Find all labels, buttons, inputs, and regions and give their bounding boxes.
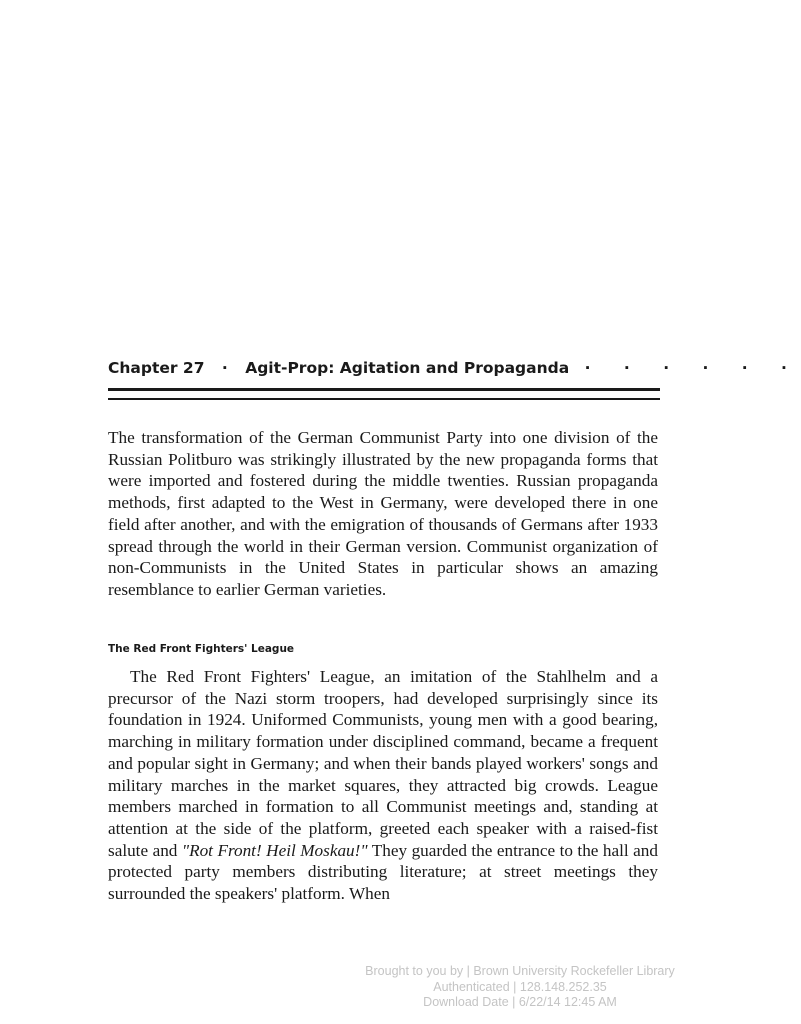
section-body-paragraph bbox=[108, 666, 658, 905]
body-text-part1: The Red Front Fighters' League, an imitation of the Stahlhelm and a precursor of the Nazi storm troopers, had developed surprisingly since its foundation in 1924. Uniformed Communists, young men with a good bearing, marching in military formation under disciplined command, became a frequent and popular sight in Germany; and when their bands played workers' songs and military marches in the market squares, they attracted big crowds. League members marched in formation to all Communist meetings and, standing at attention at the side of the platform, greeted each speaker with a raised-fist salute and bbox=[108, 667, 658, 860]
watermark-line-2: Authenticated | 128.148.252.35 bbox=[433, 979, 607, 994]
chapter-header bbox=[108, 356, 801, 380]
download-watermark bbox=[330, 964, 710, 1011]
body-text-part2: They guarded the entrance to the hall and protected party members distributing literature; at street meetings they surrounded the speakers' platform. When bbox=[108, 840, 658, 904]
chapter-separator: · bbox=[221, 359, 228, 377]
chapter-label: Chapter 27 bbox=[108, 359, 205, 377]
intro-paragraph: The transformation of the German Communist Party into one division of the Russian Politburo was strikingly illustrated by the new propaganda forms that were imported and fostered during the middle twenties. Russian propaganda methods, first adapted to the West in Germany, were developed there in one field after another, and with the emigration of thousands of Germans after 1933 spread through the world in their German version. Communist organization of non-Communists in the United States in particular shows an amazing resemblance to earlier German varieties. bbox=[108, 428, 658, 599]
watermark-line-3: Download Date | 6/22/14 12:45 AM bbox=[423, 995, 617, 1009]
watermark-line-1: Brought to you by | Brown University Rockefeller Library bbox=[365, 964, 675, 978]
header-rule-thick bbox=[108, 388, 660, 391]
body-quote: "Rot Front! Heil Moskau!" bbox=[181, 840, 368, 860]
header-rule-thin bbox=[108, 398, 660, 400]
chapter-trailing-dots: · · · · · · bbox=[584, 359, 801, 377]
section-heading: The Red Front Fighters' League bbox=[108, 643, 295, 655]
chapter-title: Agit-Prop: Agitation and Propaganda bbox=[245, 359, 570, 377]
